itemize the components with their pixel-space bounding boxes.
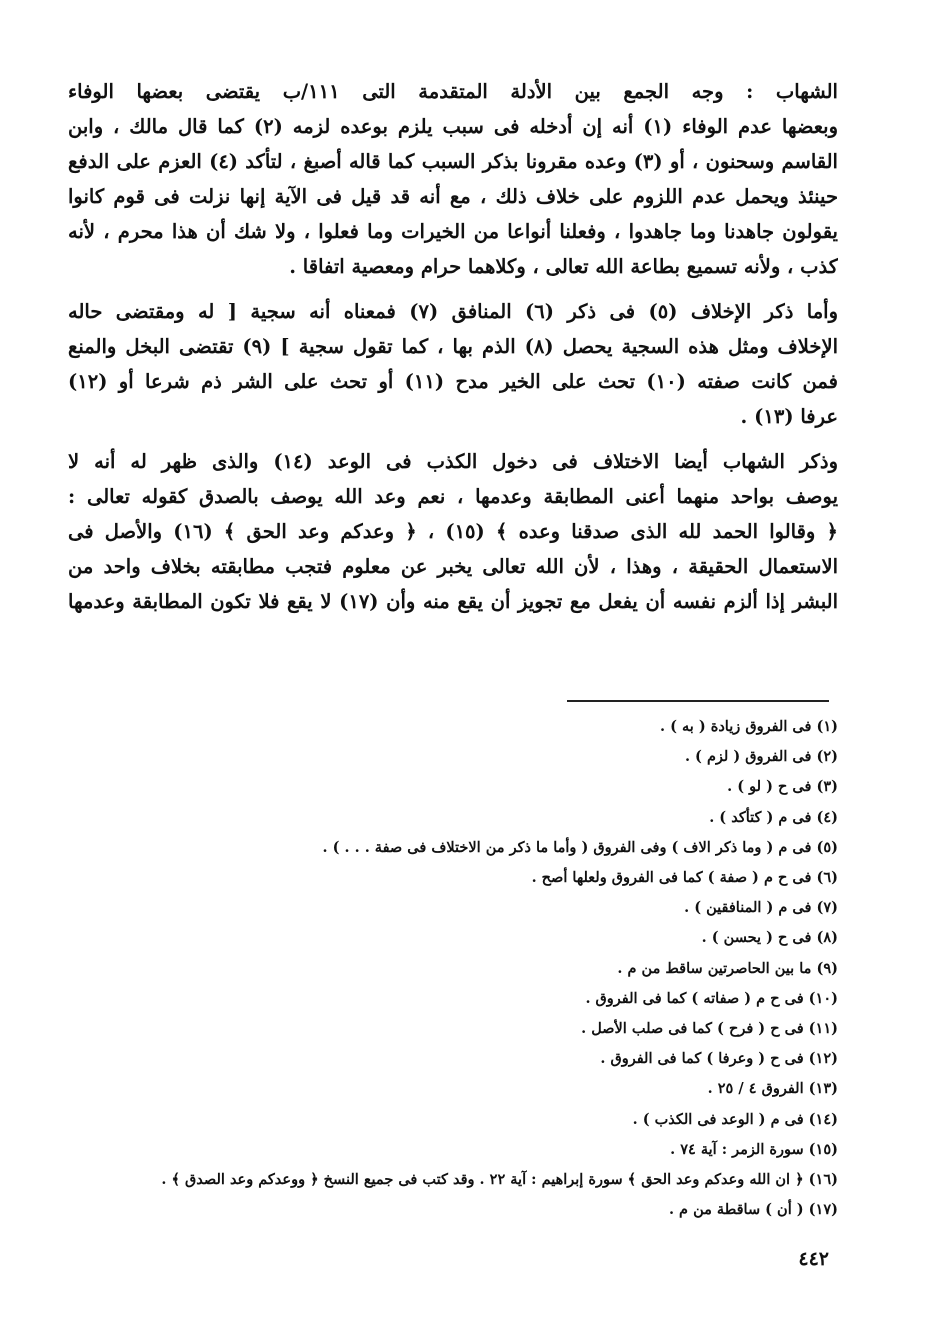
text-line: فمن كانت صفته (١٠) تحث على الخير مدح (١١) أو تحث على الشر ذم شرعا أو (١٢) (68, 370, 838, 393)
footnote-item: (٥) فى م ( وما ذكر الاف ) وفى الفروق ( وأما ما ذكر من الاختلاف فى صفة . . . ) . (322, 838, 838, 856)
footnotes-list (70, 712, 838, 1225)
main-text (68, 74, 838, 619)
text-line: ﴿ وقالوا الحمد لله الذى صدقنا وعده ﴾ (١٥) ، ﴿ وعدكم وعد الحق ﴾ (١٦) والأصل فى (68, 520, 838, 543)
footnote-item: (١٣) الفروق ٤ / ٢٥ . (707, 1080, 838, 1098)
page-number: ٤٤٢ (798, 1248, 829, 1270)
text-line: البشر إذا ألزم نفسه أن يفعل مع تجويز أن يقع منه وأن (١٧) لا يقع فلا تكون المطابقة وعدمها (68, 590, 838, 613)
text-line: كذب ، ولأنه تسميع بطاعة الله تعالى ، وكلاهما حرام ومعصية اتفاقا . (289, 255, 838, 278)
footnote-divider (567, 700, 829, 702)
footnote-item: (١٠) فى ح م ( صفاته ) كما فى الفروق . (585, 989, 838, 1007)
footnote-item: (٧) فى م ( المنافقين ) . (684, 899, 838, 917)
footnote-item: (٢) فى الفروق ( لزم ) . (684, 748, 838, 766)
text-line: الإخلاف ومثل هذه السجية يحصل (٨) الذم بها ، كما تقول سجية ] (٩) تقتضى البخل والمنع (68, 335, 838, 358)
footnote-item: (٤) فى م ( كتأكد ) . (709, 808, 838, 826)
footnote-item: (١٢) فى ح ( وعرفا ) كما فى الفروق . (600, 1050, 838, 1068)
footnote-item: (٣) فى ح ( لو ) . (727, 778, 838, 796)
footnote-item: (١٧) ( أن ) ساقطة من م . (668, 1201, 838, 1219)
text-line: عرفا (١٣) . (740, 405, 838, 428)
footnote-item: (١٤) فى م ( الوعد فى الكذب ) . (632, 1110, 838, 1128)
text-line: القاسم وسحنون ، أو (٣) وعده مقرونا بذكر السبب كما قاله أصبغ ، لتأكد (٤) العزم على الدفع (68, 150, 838, 173)
text-line: وأما ذكر الإخلاف (٥) فى ذكر (٦) المنافق (٧) فمعناه أنه سجية [ له ومقتضى حاله (68, 300, 838, 323)
footnote-item: (١) فى الفروق زيادة ( به ) . (659, 718, 838, 735)
footnote-item: (٦) فى ح م ( صفة ) كما فى الفروق ولعلها أصح . (531, 869, 838, 887)
text-line: وذكر الشهاب أيضا الاختلاف فى دخول الكذب فى الوعد (١٤) والذى ظهر له أنه لا (68, 450, 838, 473)
text-line: الشهاب : وجه الجمع بين الأدلة المتقدمة التى ١١١/ب يقتضى بعضها الوفاء (68, 80, 838, 103)
paragraph-1 (68, 74, 838, 284)
footnote-item: (١٥) سورة الزمر : آية ٧٤ . (670, 1140, 838, 1158)
footnote-item: (٩) ما بين الحاصرتين ساقط من م . (617, 959, 838, 977)
text-line: الاستعمال الحقيقة ، وهذا ، لأن الله تعالى يخبر عن معلوم فتجب مطابقته بخلاف واحد من (68, 555, 838, 578)
footnote-item: (١٦) ﴿ ان الله وعدكم وعد الحق ﴾ سورة إبراهيم : آية ٢٢ . وقد كتب فى جميع النسخ ﴿ ووعدكم وعد الصدق ﴾ . (161, 1171, 838, 1189)
footnote-item: (٨) فى ح ( يحسن ) . (701, 929, 838, 947)
text-line: حينئذ ويحمل عدم اللزوم على خلاف ذلك ، مع أنه قد قيل فى الآية إنها نزلت فى قوم كانوا (68, 185, 838, 208)
text-line: يقولون جاهدنا وما جاهدوا ، وفعلنا أنواعا من الخيرات وما فعلوا ، ولا شك أن هذا محرم ، لأنه (68, 220, 838, 243)
text-line: يوصف بواحد منهما أعنى المطابقة وعدمها ، نعم وعد الله يوصف بالصدق كقوله تعالى : (68, 485, 838, 508)
paragraph-3 (68, 444, 838, 619)
text-line: وبعضها عدم الوفاء (١) أنه إن أدخله فى سبب يلزم بوعده لزمه (٢) كما قال مالك ، وابن (68, 115, 838, 138)
footnote-item: (١١) فى ح ( فرح ) كما فى صلب الأصل . (581, 1020, 838, 1038)
paragraph-2 (68, 294, 838, 434)
